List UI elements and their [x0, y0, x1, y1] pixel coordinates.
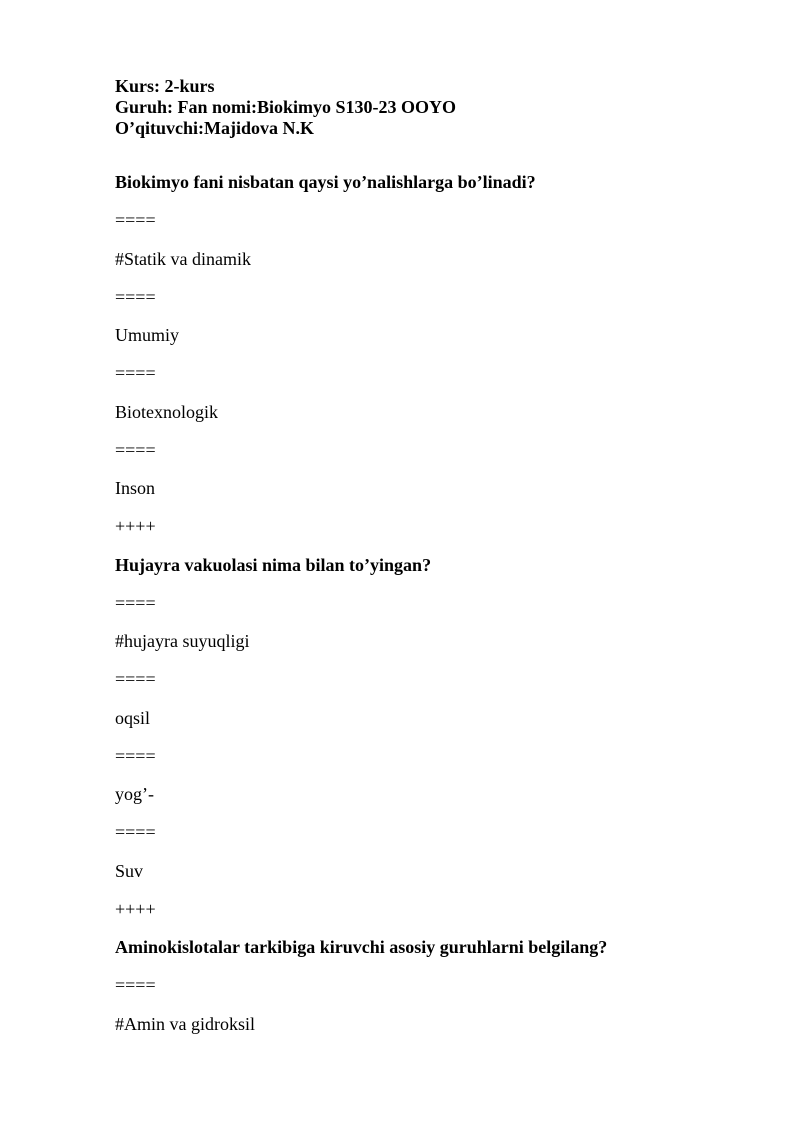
option-separator: ==== [115, 286, 156, 307]
answer-option: Biotexnologik [115, 401, 218, 422]
answer-option: #hujayra suyuqligi [115, 631, 250, 651]
answer-option: #Amin va gidroksil [115, 1013, 255, 1034]
answer-option: #Statik va dinamik [115, 248, 251, 269]
answer-option: Inson [115, 478, 155, 498]
question-separator: ++++ [115, 516, 156, 537]
question-text: Aminokislotalar tarkibiga kiruvchi asosiy guruhlarni belgilang? [115, 937, 608, 957]
option-separator: ==== [115, 975, 156, 996]
answer-option: yog’- [115, 784, 154, 804]
document-page [115, 76, 715, 1052]
question-separator: ++++ [115, 898, 156, 919]
course-line: Kurs: 2-kurs [115, 76, 215, 96]
option-separator: ==== [115, 745, 156, 766]
document-header [115, 76, 715, 139]
answer-option: oqsil [115, 707, 151, 728]
option-separator: ==== [115, 669, 156, 690]
option-separator: ==== [115, 822, 156, 843]
question-text: Hujayra vakuolasi nima bilan to’yingan? [115, 554, 432, 575]
question-text: Biokimyo fani nisbatan qaysi yo’nalishlarga bo’linadi? [115, 172, 536, 192]
answer-option: Suv [115, 860, 144, 881]
answer-option: Umumiy [115, 325, 180, 345]
option-separator: ==== [115, 439, 156, 460]
group-line: Guruh: Fan nomi:Biokimyo S130-23 OOYO [115, 97, 457, 117]
option-separator: ==== [115, 363, 156, 384]
teacher-line: O’qituvchi:Majidova N.K [115, 118, 315, 138]
option-separator: ==== [115, 592, 156, 613]
option-separator: ==== [115, 210, 156, 231]
